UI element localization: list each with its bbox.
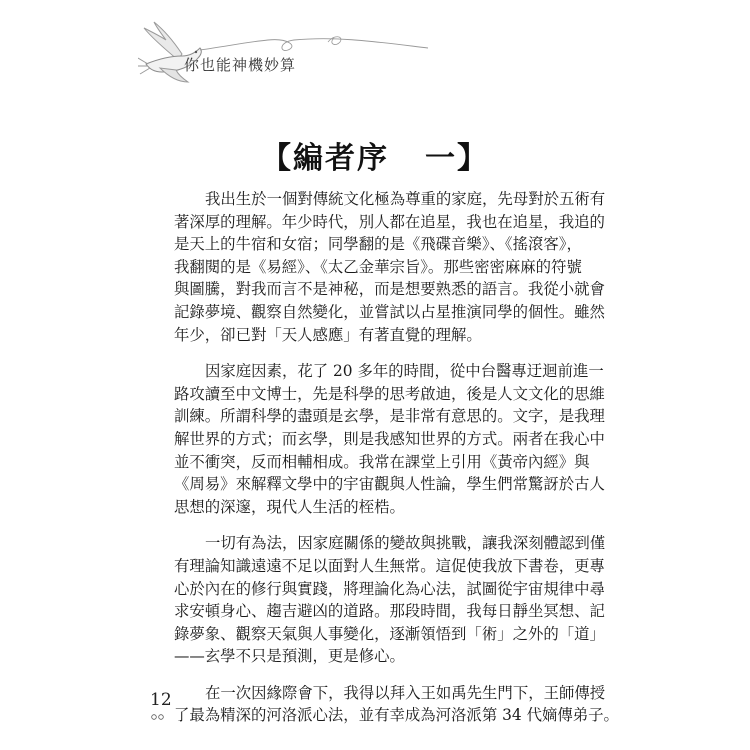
chapter-title-main: 【編者序 (261, 141, 389, 176)
paragraph (174, 532, 606, 668)
page-dots-ornament (151, 713, 171, 721)
text-line: 是天上的牛宿和女宿；同學翻的是《飛碟音樂》、《搖滾客》， (174, 235, 582, 254)
text-line: 並不衝突，反而相輔相成。我常在課堂上引用《黃帝內經》與 (174, 452, 590, 471)
text-line: 因家庭因素，花了 20 多年的時間，從中台醫專迂迴前進一 (205, 362, 604, 381)
chapter-title (0, 133, 750, 177)
text-line: 一切有為法，因家庭關係的變故與挑戰，讓我深刻體認到僅 (205, 534, 606, 553)
paragraph (174, 682, 619, 727)
text-line: 記錄夢境、觀察自然變化，並嘗試以占星推演同學的個性。雖然 (174, 302, 605, 321)
text-line: 著深厚的理解。年少時代，別人都在追星，我也在追星，我追的 (174, 212, 605, 231)
text-line: 我出生於一個對傳統文化極為尊重的家庭，先母對於五術有 (205, 190, 606, 208)
text-line: 了最為精深的河洛派心法，並有幸成為河洛派第 34 代嫡傳弟子。 (174, 706, 619, 725)
chapter-title-number: 一】 (425, 141, 489, 176)
paragraph (174, 188, 606, 346)
running-header (138, 20, 438, 90)
text-line: 我翻閱的是《易經》、《太乙金華宗旨》。那些密密麻麻的符號 (174, 257, 582, 276)
text-line: 有理論知識遠遠不足以面對人生無常。這促使我放下書卷，更專 (174, 556, 605, 575)
text-line: 求安頓身心、趨吉避凶的道路。那段時間，我每日靜坐冥想、記 (174, 602, 605, 621)
text-line: 解世界的方式；而玄學，則是我感知世界的方式。兩者在我心中 (174, 429, 605, 448)
text-line: 《周易》來解釋文學中的宇宙觀與人性論，學生們常驚訝於古人 (174, 475, 605, 494)
page-number: 12 (150, 690, 172, 710)
paragraph (174, 360, 605, 518)
text-line: 年少，卻已對「天人感應」有著直覺的理解。 (174, 325, 482, 344)
text-line: 在一次因緣際會下，我得以拜入王如禹先生門下，王師傳授 (205, 683, 606, 702)
text-line: 路攻讀至中文博士，先是科學的思考啟迪，後是人文文化的思維 (174, 384, 605, 403)
text-line: 錄夢象、觀察天氣與人事變化，逐漸領悟到「術」之外的「道」 (174, 624, 605, 643)
text-line: ——玄學不只是預測，更是修心。 (174, 647, 405, 666)
running-header-title: 你也能神機妙算 (184, 56, 297, 74)
text-line: 訓練。所謂科學的盡頭是玄學，是非常有意思的。文字，是我理 (174, 407, 605, 426)
body-text (174, 188, 619, 741)
text-line: 思想的深邃，現代人生活的桎梏。 (174, 497, 405, 516)
text-line: 心於內在的修行與實踐，將理論化為心法，試圖從宇宙規律中尋 (174, 579, 605, 598)
text-line: 與圖騰，對我而言不是神秘，而是想要熟悉的語言。我從小就會 (174, 280, 605, 299)
